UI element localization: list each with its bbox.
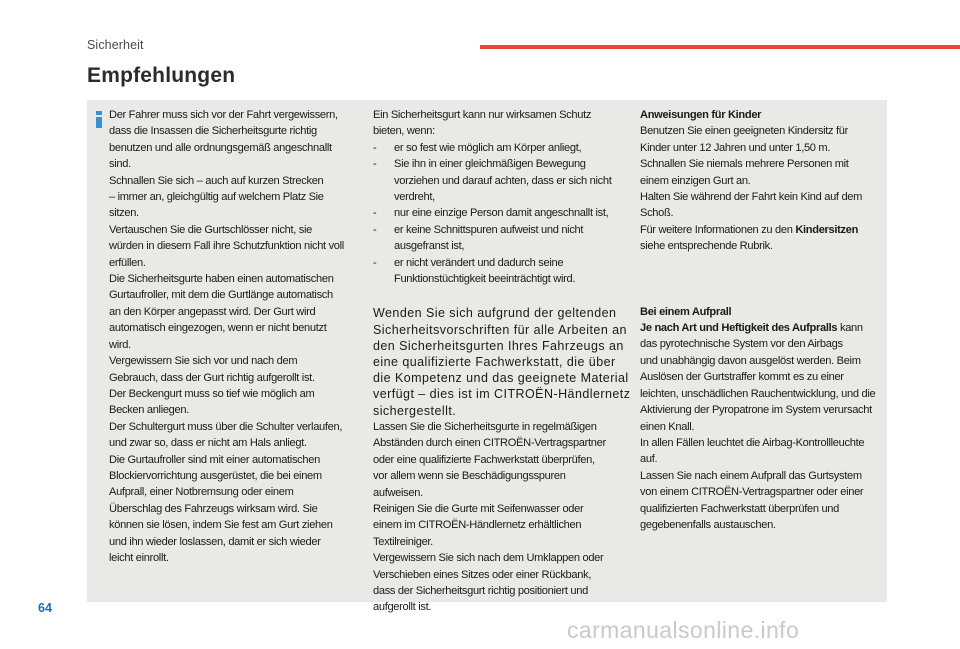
list-item-continuation: Funktionstüchtigkeit beeinträchtigt wird. (394, 273, 576, 286)
text-line: Halten Sie während der Fahrt kein Kind auf dem (640, 191, 863, 204)
list-item-continuation: verdreht, (394, 191, 435, 204)
text-line: leicht einrollt. (109, 551, 169, 564)
text-line: aufgerollt ist. (373, 601, 432, 614)
text-line: Überschlag des Fahrzeugs wirksam wird. Sie (109, 502, 318, 515)
text-line: Blockiervorrichtung ausgerüstet, die bei einem (109, 469, 322, 482)
text-line: Auslösen der Gurtstraffer kommt es zu einer (640, 371, 844, 384)
text-line: qualifizierten Fachwerkstatt überprüfen und (640, 502, 839, 515)
text-line: benutzen und alle ordnungsgemäß angeschnallt (109, 141, 332, 154)
list-item: - er keine Schnittspuren aufweist und nicht (373, 223, 584, 236)
info-icon (96, 111, 102, 128)
watermark: carmanualsonline.info (567, 617, 800, 643)
text-line: erfüllen. (109, 256, 146, 269)
text-line: – immer an, gleichgültig auf welchem Platz Sie (109, 191, 324, 204)
text-line: von einem CITROËN-Vertragspartner oder einer (640, 486, 864, 499)
column-seatbelt-conditions (373, 107, 630, 616)
text-line: wird. (109, 338, 131, 351)
text-line: und zwar so, dass er nicht am Hals anliegt. (109, 437, 307, 450)
text-line: Gurtaufroller, mit dem die Gurtlänge automatisch (109, 289, 333, 302)
subheading-line: Wenden Sie sich aufgrund der geltenden (373, 306, 617, 321)
text-line: einem einzigen Gurt an. (640, 174, 751, 187)
text-line: und ihn wieder loslassen, damit er sich wieder (109, 535, 321, 548)
text-line: Vergewissern Sie sich nach dem Umklappen oder (373, 552, 604, 565)
text-line: Der Fahrer muss sich vor der Fahrt vergewissern, (109, 109, 338, 121)
text-line: Der Schultergurt muss über die Schulter verlaufen, (109, 420, 343, 433)
text-line: Aufprall, einer Notbremsung oder einem (109, 486, 294, 499)
list-item: - nur eine einzige Person damit angeschnallt ist, (373, 207, 609, 220)
text-line: Abständen durch einen CITROËN-Vertragspartner (373, 437, 606, 450)
text-line: Für weitere Informationen zu den Kindersitzen (640, 223, 859, 236)
text-line: vor allem wenn sie Beschädigungsspuren (373, 470, 566, 483)
text-line: an den Körper angepasst wird. Der Gurt wird (109, 305, 316, 318)
subheading-line: Sicherheitsvorschriften für alle Arbeiten an (373, 322, 627, 337)
text-line: bieten, wenn: (373, 125, 435, 138)
text-line: Gebrauch, dass der Gurt richtig aufgerollt ist. (109, 371, 315, 384)
text-line: einem im CITROËN-Händlernetz erhältlichen (373, 519, 582, 532)
text-line: Vergewissern Sie sich vor und nach dem (109, 355, 298, 368)
text-line: Aktivierung der Pyropatrone im System verursacht (640, 404, 872, 417)
text-line: Vertauschen Sie die Gurtschlösser nicht, sie (109, 223, 312, 236)
heading-children: Anweisungen für Kinder (640, 109, 762, 121)
subheading-line: den Sicherheitsgurten Ihres Fahrzeugs an (373, 338, 624, 353)
list-item: - Sie ihn in einer gleichmäßigen Bewegung (373, 158, 586, 171)
text-line: sind. (109, 158, 131, 171)
subheading-line: verfügt – dies ist im CITROËN-Händlernetz (373, 387, 631, 402)
text-line: Die Gurtaufroller sind mit einer automatischen (109, 453, 320, 466)
column-seatbelt-usage (109, 107, 344, 566)
text-line: Je nach Art und Heftigkeit des Aufpralls kann (640, 322, 863, 335)
text-line: und unabhängig davon ausgelöst werden. Beim (640, 354, 861, 367)
list-item: - er so fest wie möglich am Körper anliegt, (373, 141, 582, 154)
text-line: einen Knall. (640, 420, 695, 433)
text-line: Benutzen Sie einen geeigneten Kindersitz für (640, 125, 848, 138)
text-line: Verschieben eines Sitzes oder einer Rückbank, (373, 568, 592, 581)
child-seats-reference: Kindersitzen (795, 223, 859, 236)
text-line: Becken anliegen. (109, 404, 189, 417)
text-line: gegebenenfalls austauschen. (640, 518, 776, 531)
page-title: Empfehlungen (87, 64, 236, 87)
list-item-continuation: ausgefranst ist, (394, 240, 465, 253)
header-accent-bar (480, 45, 960, 49)
text-line: Die Sicherheitsgurte haben einen automatischen (109, 273, 334, 286)
heading-crash: Bei einem Aufprall (640, 305, 732, 318)
subheading-line: die Kompetenz und das geeignete Material (373, 371, 629, 386)
text-line: auf. (640, 453, 658, 466)
text-line: können sie lösen, indem Sie fest am Gurt ziehen (109, 519, 333, 532)
subheading-line: sichergestellt. (373, 403, 457, 418)
text-line: sitzen. (109, 207, 139, 220)
section-label: Sicherheit (87, 38, 144, 52)
text-line: Lassen Sie nach einem Aufprall das Gurtsystem (640, 469, 862, 482)
text-line: Textilreiniger. (373, 535, 433, 548)
text-line: das pyrotechnische System vor den Airbags (640, 338, 843, 351)
text-line: aufweisen. (373, 486, 423, 499)
text-line: Schoß. (640, 207, 674, 220)
text-line: Reinigen Sie die Gurte mit Seifenwasser oder (373, 502, 584, 515)
text-line: oder eine qualifizierte Fachwerkstatt überprüfen, (373, 453, 595, 466)
text-line: Schnallen Sie sich – auch auf kurzen Strecken (109, 174, 324, 187)
text-line: Schnallen Sie niemals mehrere Personen mit (640, 158, 849, 171)
text-line: dass der Sicherheitsgurt richtig positioniert und (373, 584, 588, 597)
text-line: automatisch eingezogen, wenn er nicht benutzt (109, 322, 327, 335)
text-line: dass die Insassen die Sicherheitsgurte richtig (109, 125, 317, 138)
text-line: würden in diesem Fall ihre Schutzfunktion nicht voll (109, 240, 344, 253)
text-line: Kinder unter 12 Jahren und unter 1,50 m. (640, 141, 831, 154)
text-line: In allen Fällen leuchtet die Airbag-Kontrollleuchte (640, 436, 865, 449)
text-line: leichten, unschädlichen Rauchentwicklung, und die (640, 387, 876, 400)
list-item: - er nicht verändert und dadurch seine (373, 256, 564, 269)
text-line: Lassen Sie die Sicherheitsgurte in regelmäßigen (373, 420, 597, 433)
subheading-line: eine qualifizierte Fachwerkstatt, die über (373, 355, 616, 370)
text-line: Ein Sicherheitsgurt kann nur wirksamen Schutz (373, 109, 592, 121)
text-line: Der Beckengurt muss so tief wie möglich am (109, 387, 315, 400)
column-children-and-crash (640, 107, 875, 533)
page-number: 64 (38, 601, 52, 615)
list-item-continuation: vorziehen und darauf achten, dass er sich nicht (394, 174, 612, 187)
text-line: siehe entsprechende Rubrik. (640, 240, 773, 253)
